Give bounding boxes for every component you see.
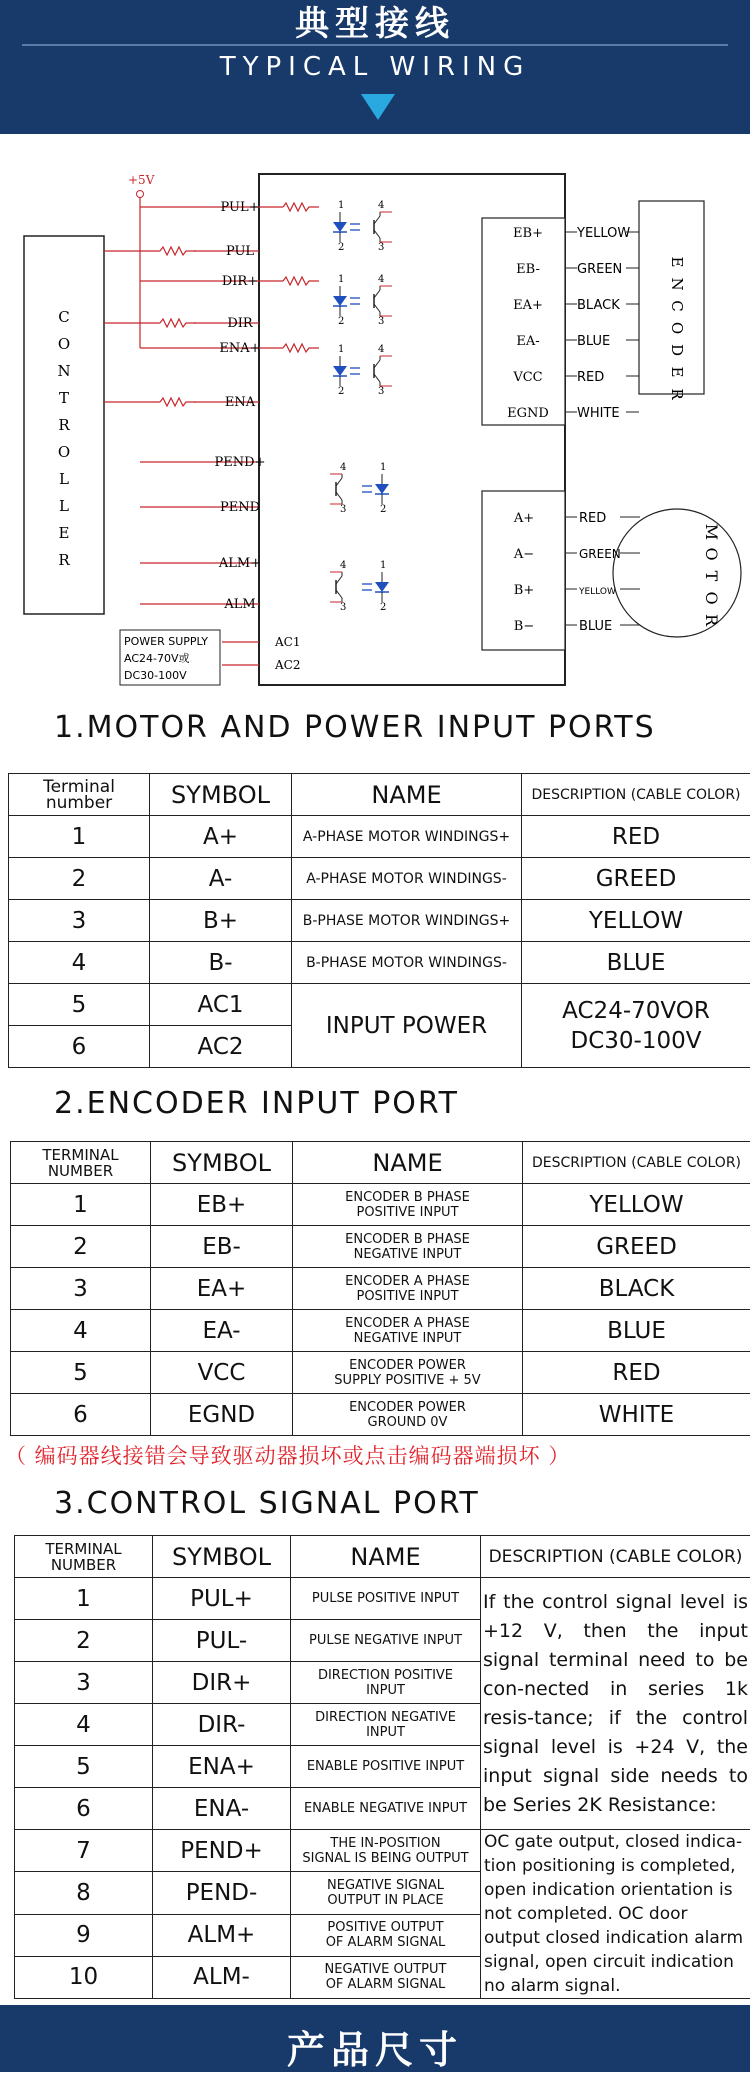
pin-number: 4 [378, 200, 384, 211]
col-symbol-header: SYMBOL [150, 774, 292, 816]
table-cell: 3 [15, 1662, 153, 1704]
table-cell: BLUE [522, 942, 750, 984]
table-cell: B+ [150, 900, 292, 942]
motor-wire-color: BLUE [579, 619, 612, 634]
led-icon [333, 366, 347, 376]
controller-letter: O [58, 335, 70, 353]
table-cell: 5 [15, 1746, 153, 1788]
table-cell: 2 [9, 858, 150, 900]
plus5v-label: +5V [128, 173, 155, 187]
header-banner [0, 0, 750, 134]
controller-label [57, 308, 70, 569]
optocoupler-icon [333, 200, 392, 253]
pin-number: 1 [380, 462, 386, 473]
encoder-letter: E [668, 367, 686, 378]
signal-label: PEND+ [215, 455, 266, 470]
col-symbol-header: SYMBOL [151, 1142, 293, 1184]
encoder-pin-box [482, 218, 565, 425]
col-terminal-header: TERMINAL NUMBER [11, 1142, 151, 1184]
col-symbol-header: SYMBOL [153, 1536, 291, 1578]
motor-letter: R [702, 614, 721, 627]
pin-number: 3 [378, 242, 384, 253]
motor-letter: M [702, 524, 721, 540]
led-icon [375, 484, 389, 494]
warning-text: （ 编码器线接错会导致驱动器损坏或点击编码器端损坏 ） [5, 1440, 570, 1470]
table-cell: PEND- [153, 1872, 291, 1914]
table-cell: ENCODER B PHASE NEGATIVE INPUT [293, 1226, 523, 1268]
controller-letter: C [58, 308, 69, 326]
led-icon [333, 296, 347, 306]
encoder-pin-label: EB+ [513, 226, 543, 241]
col-desc-header: DESCRIPTION (CABLE COLOR) [523, 1142, 750, 1184]
signal-labels [215, 200, 266, 612]
header-title-cn: 典型接线 [0, 0, 750, 45]
table-cell: EB- [151, 1226, 293, 1268]
pin-number: 1 [338, 344, 344, 355]
pin-number: 4 [340, 462, 346, 473]
pin-number: 1 [380, 560, 386, 571]
input-power-desc: AC24-70VOR DC30-100V [522, 984, 750, 1068]
pin-number: 1 [338, 274, 344, 285]
pin-number: 4 [340, 560, 346, 571]
table-cell: A+ [150, 816, 292, 858]
header-title-en: TYPICAL WIRING [0, 52, 750, 82]
table-cell: POSITIVE OUTPUT OF ALARM SIGNAL [291, 1914, 481, 1956]
motor-pin-label: A− [513, 547, 534, 562]
pin-number: 3 [378, 386, 384, 397]
table-cell: 9 [15, 1914, 153, 1956]
table-cell: 6 [15, 1788, 153, 1830]
signal-label: ALM [223, 597, 255, 612]
footer-title-cn: 产品尺寸 [0, 2019, 750, 2074]
encoder-letter: N [668, 277, 686, 290]
table-cell: ENABLE NEGATIVE INPUT [291, 1788, 481, 1830]
table-cell: ENCODER POWER GROUND 0V [293, 1394, 523, 1436]
encoder-pin-label: EGND [507, 406, 549, 421]
table-cell: ENCODER B PHASE POSITIVE INPUT [293, 1184, 523, 1226]
table-cell: 10 [15, 1956, 153, 1998]
col-terminal-header: Terminal number [9, 774, 150, 816]
pin-number: 3 [340, 602, 346, 613]
table-cell: B- [150, 942, 292, 984]
table-cell: BLUE [523, 1310, 750, 1352]
motor-label [702, 524, 721, 627]
table-cell: YELLOW [522, 900, 750, 942]
encoder-wire-color: BLACK [577, 298, 620, 313]
table-cell: AC2 [150, 1026, 292, 1068]
col-desc-header: DESCRIPTION (CABLE COLOR) [522, 774, 750, 816]
table-cell: 4 [15, 1704, 153, 1746]
pin-number: 2 [380, 504, 386, 515]
table-cell: 4 [11, 1310, 151, 1352]
table-cell: B-PHASE MOTOR WINDINGS+ [292, 900, 522, 942]
encoder-wire-color: GREEN [577, 262, 622, 277]
encoder-letter: C [668, 300, 686, 311]
pin-number: 3 [378, 316, 384, 327]
table-cell: 1 [15, 1578, 153, 1620]
table-cell: A-PHASE MOTOR WINDINGS+ [292, 816, 522, 858]
encoder-pin-label: EA+ [513, 298, 543, 313]
table-cell: VCC [151, 1352, 293, 1394]
pin-number: 2 [380, 602, 386, 613]
footer-banner [0, 2005, 750, 2072]
controller-letter: N [57, 362, 70, 380]
table-cell: 8 [15, 1872, 153, 1914]
table-cell: WHITE [523, 1394, 750, 1436]
table-cell: DIR+ [153, 1662, 291, 1704]
signal-label: ENA [225, 395, 256, 410]
table-cell: ENABLE POSITIVE INPUT [291, 1746, 481, 1788]
control-signal-table [14, 1535, 750, 1999]
table-cell: PUL+ [153, 1578, 291, 1620]
section1-title: 1.MOTOR AND POWER INPUT PORTS [54, 710, 656, 745]
controller-letter: R [58, 551, 70, 569]
power-supply-ac: AC24-70V或 [124, 652, 190, 665]
signal-label: PUL [226, 244, 254, 259]
header-divider [22, 44, 728, 46]
table-cell: A- [150, 858, 292, 900]
table-cell: 1 [9, 816, 150, 858]
encoder-wire-color: BLUE [577, 334, 610, 349]
table-cell: RED [522, 816, 750, 858]
col-terminal-header: TERMINAL NUMBER [15, 1536, 153, 1578]
table-cell: PEND+ [153, 1830, 291, 1872]
pin-number: 2 [338, 316, 344, 327]
table-cell: 5 [9, 984, 150, 1026]
table-cell: 2 [11, 1226, 151, 1268]
table-cell: ENCODER POWER SUPPLY POSITIVE + 5V [293, 1352, 523, 1394]
optocoupler-icon [333, 274, 392, 327]
controller-letter: O [58, 443, 70, 461]
section3-title: 3.CONTROL SIGNAL PORT [54, 1486, 480, 1521]
controller-letter: E [59, 524, 70, 542]
table-cell: DIR- [153, 1704, 291, 1746]
encoder-pin-label: EA- [516, 334, 539, 349]
col-name-header: NAME [293, 1142, 523, 1184]
controller-letter: T [59, 389, 69, 407]
encoder-pin-label: EB- [516, 262, 540, 277]
motor-pin-label: B− [514, 619, 534, 634]
motor-wire-color: GREEN [579, 547, 621, 561]
wiring-diagram [0, 165, 750, 695]
table-cell: ENCODER A PHASE POSITIVE INPUT [293, 1268, 523, 1310]
table-cell: 6 [11, 1394, 151, 1436]
signal-label: ALM+ [218, 556, 261, 571]
optocoupler-icon [330, 560, 389, 613]
table-cell: ENA+ [153, 1746, 291, 1788]
table-cell: DIRECTION NEGATIVE INPUT [291, 1704, 481, 1746]
signal-label: ENA+ [219, 341, 260, 356]
table-cell: EGND [151, 1394, 293, 1436]
encoder-letter: O [668, 322, 686, 334]
down-arrow-icon [361, 94, 395, 120]
signal-label: DIR+ [222, 274, 258, 289]
input-power-cell: INPUT POWER [292, 984, 522, 1068]
table-cell: ENCODER A PHASE NEGATIVE INPUT [293, 1310, 523, 1352]
table-cell: B-PHASE MOTOR WINDINGS- [292, 942, 522, 984]
pin-number: 4 [378, 344, 384, 355]
table-cell: ENA- [153, 1788, 291, 1830]
table-cell: AC1 [150, 984, 292, 1026]
output-description-cell: OC gate output, closed indica-tion positioning is completed, open indication orientation is not completed. OC door output closed indication alarm signal, open circuit indication no alarm signal. [481, 1830, 750, 1999]
power-supply-label: POWER SUPPLY [124, 635, 208, 648]
signal-label: DIR [227, 316, 254, 331]
motor-letter: O [702, 591, 721, 604]
motor-pin-label: B+ [514, 583, 534, 598]
led-icon [333, 222, 347, 232]
table-cell: PUL- [153, 1620, 291, 1662]
table-cell: 1 [11, 1184, 151, 1226]
ac1-terminal: AC1 [274, 635, 300, 649]
table-cell: ALM+ [153, 1914, 291, 1956]
motor-wire-color: RED [579, 511, 606, 526]
motor-power-table [8, 773, 750, 1068]
pin-number: 1 [338, 200, 344, 211]
table-cell: PULSE POSITIVE INPUT [291, 1578, 481, 1620]
table-cell: 3 [9, 900, 150, 942]
encoder-letter: D [668, 344, 686, 356]
led-icon [375, 582, 389, 592]
table-cell: NEGATIVE OUTPUT OF ALARM SIGNAL [291, 1956, 481, 1998]
encoder-pin-label: VCC [512, 370, 542, 385]
col-name-header: NAME [291, 1536, 481, 1578]
motor-letter: O [702, 547, 721, 560]
motor-pin-label: A+ [513, 511, 534, 526]
encoder-table [10, 1141, 750, 1436]
col-name-header: NAME [292, 774, 522, 816]
table-cell: A-PHASE MOTOR WINDINGS- [292, 858, 522, 900]
controller-letter: L [59, 470, 69, 488]
table-cell: GREED [523, 1226, 750, 1268]
optocouplers [330, 200, 392, 613]
table-cell: GREED [522, 858, 750, 900]
table-cell: ALM- [153, 1956, 291, 1998]
table-cell: 4 [9, 942, 150, 984]
section2-title: 2.ENCODER INPUT PORT [54, 1086, 459, 1121]
table-cell: 3 [11, 1268, 151, 1310]
table-cell: 6 [9, 1026, 150, 1068]
table-cell: 7 [15, 1830, 153, 1872]
table-cell: BLACK [523, 1268, 750, 1310]
encoder-wire-color: WHITE [577, 406, 620, 421]
input-description-cell: If the control signal level is +12 V, then the input signal terminal need to be con-nected in series 1k resis-tance; if the control signal level is +24 V, the input signal side needs to be Series 2K Resistance: [481, 1578, 750, 1830]
ac2-terminal: AC2 [274, 658, 300, 672]
table-cell: 5 [11, 1352, 151, 1394]
signal-label: PEND [220, 500, 260, 515]
table-cell: PULSE NEGATIVE INPUT [291, 1620, 481, 1662]
encoder-wire-color: RED [577, 370, 604, 385]
col-desc-header: DESCRIPTION (CABLE COLOR) [481, 1536, 750, 1578]
controller-letter: L [59, 497, 69, 515]
table-cell: DIRECTION POSITIVE INPUT [291, 1662, 481, 1704]
power-supply-dc: DC30-100V [124, 669, 187, 682]
table-cell: EA+ [151, 1268, 293, 1310]
encoder-box [639, 201, 704, 394]
table-cell: YELLOW [523, 1184, 750, 1226]
encoder-letter: E [668, 257, 686, 268]
motor-wire-color: YELLOW [578, 587, 616, 597]
plus5v-node [137, 191, 144, 198]
table-cell: EB+ [151, 1184, 293, 1226]
controller-letter: R [58, 416, 70, 434]
pin-number: 2 [338, 386, 344, 397]
encoder-letter: R [668, 388, 686, 400]
pin-number: 3 [340, 504, 346, 515]
table-cell: THE IN-POSITION SIGNAL IS BEING OUTPUT [291, 1830, 481, 1872]
table-cell: RED [523, 1352, 750, 1394]
table-cell: 2 [15, 1620, 153, 1662]
table-cell: NEGATIVE SIGNAL OUTPUT IN PLACE [291, 1872, 481, 1914]
motor-letter: T [702, 571, 721, 582]
encoder-wire-color: YELLOW [576, 226, 630, 241]
encoder-label [668, 257, 686, 401]
pin-number: 4 [378, 274, 384, 285]
pin-number: 2 [338, 242, 344, 253]
optocoupler-icon [333, 344, 392, 397]
table-cell: EA- [151, 1310, 293, 1352]
signal-label: PUL+ [221, 200, 260, 215]
optocoupler-icon [330, 462, 389, 515]
